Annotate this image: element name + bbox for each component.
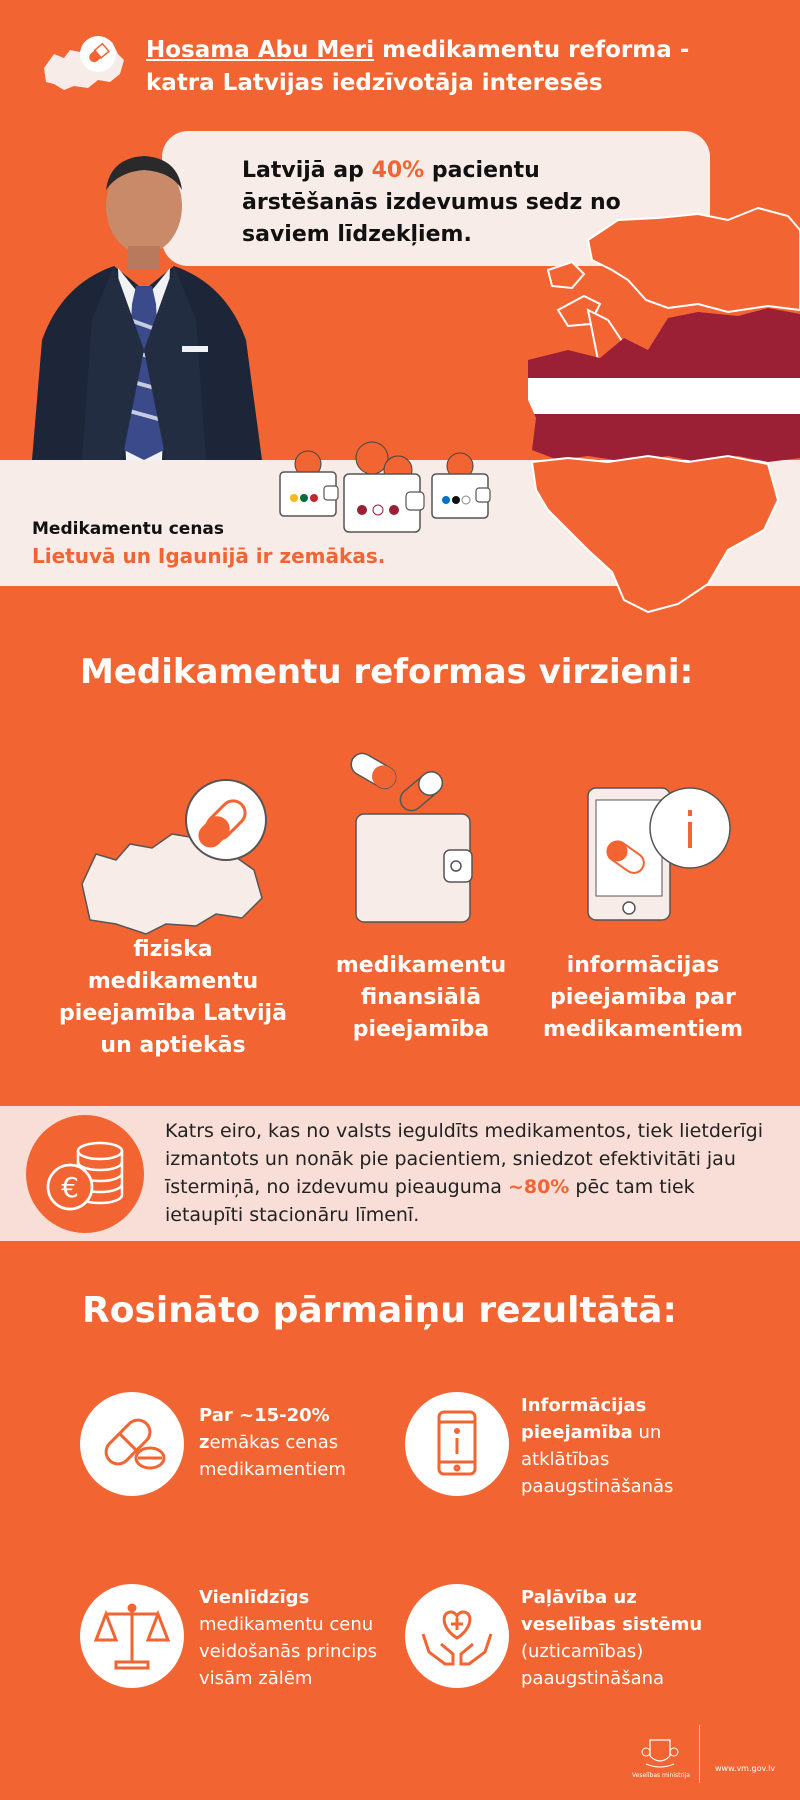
latvia-pill-logo-icon xyxy=(40,32,126,98)
wallets-illustration-icon xyxy=(276,440,496,540)
direction-label-2: medikamentu finansiālā pieejamība xyxy=(335,953,507,1042)
result-4-text xyxy=(521,1584,721,1692)
result-4-bold: Paļāvība uz veselības sistēmu xyxy=(521,1587,703,1635)
title-name: Hosama Abu Meri xyxy=(146,37,375,63)
result-1-rest: emākas cenas medikamentiem xyxy=(199,1432,346,1480)
result-2-bold: Informācijas pieejamība xyxy=(521,1395,647,1443)
result-1-text xyxy=(199,1402,399,1483)
result-4-rest: (uzticamības) paaugstināšana xyxy=(521,1641,665,1689)
result-1-bold: Par ~15-20% xyxy=(199,1405,330,1426)
minister-portrait xyxy=(22,150,262,460)
svg-text:€: € xyxy=(61,1171,79,1204)
title-line1: medikamentu reforma - xyxy=(374,37,690,63)
result-1-bold2: z xyxy=(199,1432,210,1453)
page-title xyxy=(146,34,706,100)
result-2-text xyxy=(521,1392,721,1500)
hands-heart-icon xyxy=(405,1584,509,1688)
phone-info-icon xyxy=(584,786,784,966)
info-post: pēc tam tiek ietaupīti stacionāru līmenī. xyxy=(165,1176,695,1226)
footer-ministry: Veselības ministrija xyxy=(632,1772,690,1779)
pills-icon xyxy=(80,1392,184,1496)
info-pct: ~80% xyxy=(507,1176,570,1198)
prices-line1: Medikamentu cenas xyxy=(32,519,225,539)
quote-highlight: 40% xyxy=(371,158,425,183)
info-pre: Katrs eiro, kas no valsts ieguldīts medikamentos, tiek lietderīgi izmantots un nonāk pie pacientiem, sniedzot efektivitāti jau īstermiņā, no izdevumu pieauguma xyxy=(165,1120,763,1198)
result-3-rest: medikamentu cenu veidošanās princips visām zālēm xyxy=(199,1614,378,1689)
results-title: Rosināto pārmaiņu rezultātā: xyxy=(82,1290,677,1331)
result-3-text xyxy=(199,1584,399,1692)
euro-coins-icon xyxy=(26,1115,144,1233)
coat-of-arms-icon xyxy=(640,1736,680,1770)
directions-title: Medikamentu reformas virzieni: xyxy=(80,652,694,692)
result-3-bold: Vienlīdzīgs xyxy=(199,1587,310,1608)
wallet-pills-icon xyxy=(340,748,540,928)
footer-url[interactable]: www.vm.gov.lv xyxy=(715,1764,776,1773)
result-2-rest: un atklātības paaugstināšanās xyxy=(521,1422,674,1497)
footer-divider xyxy=(699,1725,700,1783)
quote-pre: Latvijā ap xyxy=(242,158,372,183)
latvia-map-pill-icon xyxy=(76,774,276,954)
phone-icon xyxy=(405,1392,509,1496)
direction-label-3: informācijas pieejamība par medikamentiem xyxy=(542,953,744,1042)
title-line2: katra Latvijas iedzīvotāja interesēs xyxy=(146,70,603,96)
direction-label-1: fiziska medikamentu pieejamība Latvijā un aptiekās xyxy=(59,937,287,1058)
quote-post: pacientu ārstēšanās izdevumus sedz no saviem līdzekļiem. xyxy=(242,158,621,247)
baltic-map-icon xyxy=(528,200,800,620)
prices-line2: Lietuvā un Igaunijā ir zemākas. xyxy=(32,544,386,568)
info-text xyxy=(165,1117,775,1229)
scales-icon xyxy=(80,1584,184,1688)
